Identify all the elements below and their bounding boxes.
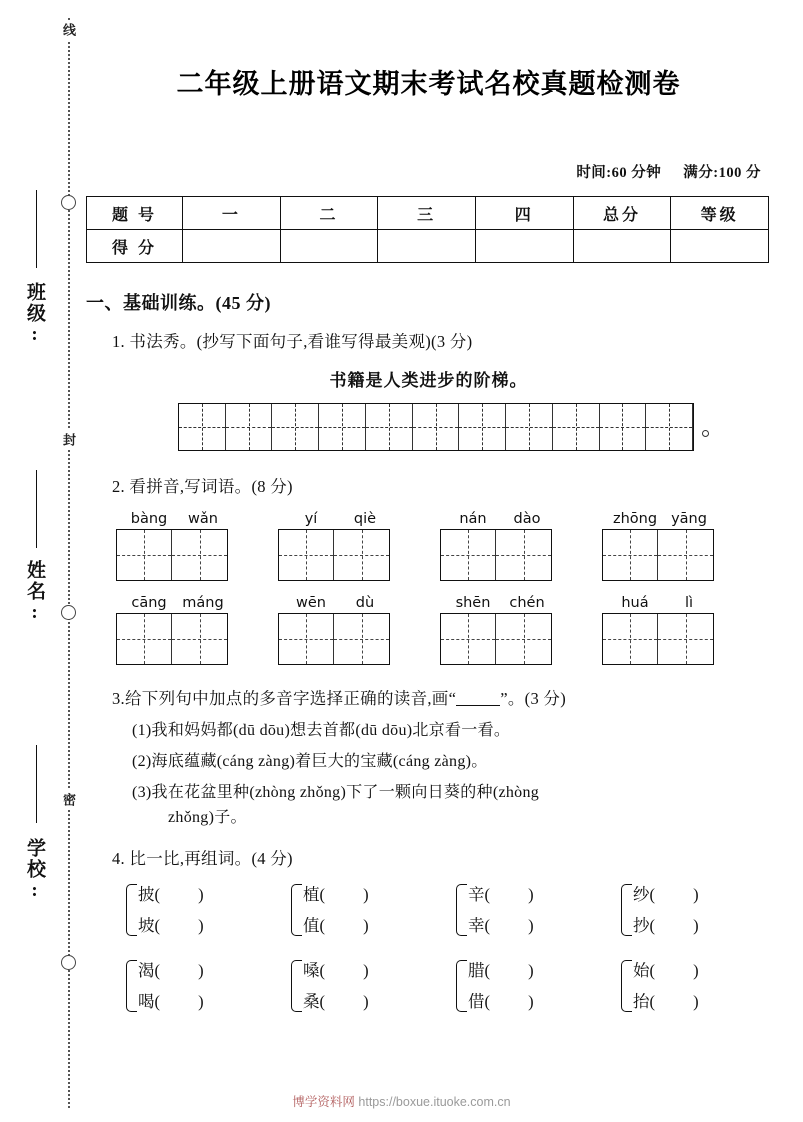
question-3-prompt <box>112 685 771 709</box>
pinyin-syllable: dù <box>355 595 375 611</box>
pinyin-syllable: máng <box>182 595 224 611</box>
question-3-item-2: (2)海底蕴藏(cáng zàng)着巨大的宝藏(cáng zàng)。 <box>132 753 488 770</box>
score-input-cell[interactable] <box>475 230 573 263</box>
score-input-cell[interactable] <box>280 230 378 263</box>
pinyin-syllable: wǎn <box>188 511 218 527</box>
compare-item-top[interactable] <box>633 955 699 986</box>
compare-item-bottom[interactable] <box>633 986 699 1017</box>
handwriting-cell[interactable] <box>506 404 553 450</box>
pinyin-cell[interactable] <box>658 530 713 580</box>
pinyin-answer-box[interactable] <box>278 529 390 581</box>
score-input-cell[interactable] <box>183 230 281 263</box>
pinyin-group <box>278 595 440 665</box>
score-header-cell: 四 <box>475 197 573 230</box>
compare-char: 植( <box>303 885 325 904</box>
question-4-number: 4. <box>112 849 125 868</box>
watermark-url: https://boxue.ituoke.com.cn <box>358 1095 511 1109</box>
pinyin-syllable: huá <box>621 595 649 611</box>
watermark-brand: 博学资料网 <box>292 1095 355 1109</box>
field-label-school: 学校: <box>24 838 45 903</box>
question-4-prompt <box>112 845 771 869</box>
brace-icon <box>291 960 302 1012</box>
compare-item-top[interactable] <box>633 879 699 910</box>
score-input-cell[interactable] <box>671 230 769 263</box>
compare-item-top[interactable] <box>468 879 534 910</box>
compare-paren: ) <box>198 885 204 904</box>
pinyin-cell[interactable] <box>658 614 713 664</box>
score-input-cell[interactable] <box>378 230 476 263</box>
compare-char: 嗓( <box>303 961 325 980</box>
compare-words-row <box>126 955 786 1017</box>
copy-sentence: 书籍是人类进步的阶梯。 <box>329 371 528 390</box>
seal-rule-3 <box>36 745 37 823</box>
pinyin-group <box>116 511 278 581</box>
pinyin-cell[interactable] <box>441 614 496 664</box>
score-table-header-row <box>87 197 769 230</box>
score-row-label: 得 分 <box>87 230 183 263</box>
compare-item-top[interactable] <box>303 879 369 910</box>
compare-words-row <box>126 879 786 941</box>
compare-pair <box>456 955 621 1017</box>
compare-item-top[interactable] <box>138 955 204 986</box>
compare-char: 坡( <box>138 916 160 935</box>
compare-pair <box>291 955 456 1017</box>
question-2-number: 2. <box>112 477 125 496</box>
exam-sheet <box>86 0 803 1122</box>
pinyin-syllable: yí <box>304 511 318 527</box>
section-heading-one: 一、基础训练。(45 分) <box>86 293 271 313</box>
compare-char: 渴( <box>138 961 160 980</box>
compare-item-bottom[interactable] <box>303 910 369 941</box>
pinyin-cell[interactable] <box>603 614 658 664</box>
compare-paren: ) <box>363 885 369 904</box>
compare-pair <box>456 879 621 941</box>
score-table-value-row <box>87 230 769 263</box>
question-1-text: 书法秀。(抄写下面句子,看谁写得最美观)(3 分) <box>129 332 473 351</box>
pinyin-label <box>440 511 602 527</box>
compare-paren: ) <box>363 961 369 980</box>
question-1-number: 1. <box>112 332 125 351</box>
compare-char: 纱( <box>633 885 655 904</box>
pinyin-syllable: zhōng <box>612 511 658 527</box>
field-label-name: 姓名: <box>24 560 45 625</box>
question-3-item-3: (3)我在花盆里种(zhòng zhǒng)下了一颗向日葵的种(zhòng <box>132 784 540 801</box>
compare-paren: ) <box>363 992 369 1011</box>
handwriting-cell[interactable] <box>179 404 226 450</box>
seal-circle-1 <box>61 195 76 210</box>
pinyin-answer-box[interactable] <box>278 613 390 665</box>
pinyin-row-2 <box>116 595 766 665</box>
score-input-cell[interactable] <box>573 230 671 263</box>
pinyin-label <box>278 595 440 611</box>
pinyin-answer-box[interactable] <box>440 529 552 581</box>
seal-dotted-line <box>68 18 70 1108</box>
brace-icon <box>126 884 137 936</box>
pinyin-answer-box[interactable] <box>116 613 228 665</box>
brace-icon <box>456 960 467 1012</box>
compare-item-top[interactable] <box>138 879 204 910</box>
score-table <box>86 196 769 263</box>
pinyin-cell[interactable] <box>117 530 172 580</box>
compare-item-bottom[interactable] <box>138 986 204 1017</box>
exam-full-score: 满分:100 分 <box>683 165 761 181</box>
brace-icon <box>126 960 137 1012</box>
pinyin-answer-box[interactable] <box>602 613 714 665</box>
compare-char: 辛( <box>468 885 490 904</box>
compare-char: 腊( <box>468 961 490 980</box>
score-header-cell: 三 <box>378 197 476 230</box>
pinyin-group <box>602 595 764 665</box>
score-header-cell: 二 <box>280 197 378 230</box>
question-2-text: 看拼音,写词语。(8 分) <box>129 477 293 496</box>
pinyin-syllable: qiè <box>353 511 377 527</box>
question-3-number: 3. <box>112 689 125 708</box>
pinyin-group <box>440 595 602 665</box>
pinyin-group <box>602 511 764 581</box>
compare-char: 抬( <box>633 992 655 1011</box>
compare-item-bottom[interactable] <box>303 986 369 1017</box>
compare-item-bottom[interactable] <box>468 986 534 1017</box>
compare-char: 喝( <box>138 992 160 1011</box>
compare-item-top[interactable] <box>468 955 534 986</box>
pinyin-answer-box[interactable] <box>602 529 714 581</box>
pinyin-label <box>602 595 764 611</box>
seal-rule-2 <box>36 470 37 548</box>
watermark <box>0 1092 803 1110</box>
seal-circle-3 <box>61 955 76 970</box>
seal-circle-2 <box>61 605 76 620</box>
compare-paren: ) <box>693 885 699 904</box>
pinyin-cell[interactable] <box>279 614 334 664</box>
seal-rule-1 <box>36 190 37 268</box>
compare-pair <box>291 879 456 941</box>
compare-pair <box>621 955 786 1017</box>
pinyin-cell[interactable] <box>279 530 334 580</box>
compare-char: 桑( <box>303 992 325 1011</box>
pinyin-label <box>116 595 278 611</box>
compare-paren: ) <box>528 992 534 1011</box>
pinyin-cell[interactable] <box>334 530 389 580</box>
compare-char: 披( <box>138 885 160 904</box>
compare-paren: ) <box>528 885 534 904</box>
pinyin-cell[interactable] <box>496 530 551 580</box>
pinyin-syllable: nán <box>459 511 487 527</box>
compare-pair <box>126 879 291 941</box>
pinyin-syllable: cāng <box>131 595 167 611</box>
pinyin-syllable: chén <box>509 595 545 611</box>
period-mark-icon <box>702 430 709 437</box>
question-3-item-3-cont: zhǒng)子。 <box>168 809 247 826</box>
compare-char: 值( <box>303 916 325 935</box>
seal-char-feng: 封 <box>60 430 78 450</box>
handwriting-cell[interactable] <box>553 404 600 450</box>
brace-icon <box>291 884 302 936</box>
pinyin-group <box>116 595 278 665</box>
compare-paren: ) <box>693 992 699 1011</box>
pinyin-answer-box[interactable] <box>116 529 228 581</box>
seal-char-mi: 密 <box>60 790 78 810</box>
pinyin-syllable: bàng <box>130 511 168 527</box>
compare-paren: ) <box>528 961 534 980</box>
pinyin-label <box>440 595 602 611</box>
compare-char: 抄( <box>633 916 655 935</box>
pinyin-answer-box[interactable] <box>440 613 552 665</box>
compare-words-block <box>126 879 786 1017</box>
compare-item-bottom[interactable] <box>633 910 699 941</box>
pinyin-syllable: lì <box>684 595 694 611</box>
pinyin-cell[interactable] <box>172 530 227 580</box>
score-header-cell: 题 号 <box>87 197 183 230</box>
pinyin-syllable: dào <box>513 511 541 527</box>
pinyin-row-1 <box>116 511 766 581</box>
pinyin-cell[interactable] <box>496 614 551 664</box>
compare-paren: ) <box>693 961 699 980</box>
pinyin-cell[interactable] <box>172 614 227 664</box>
compare-paren: ) <box>198 916 204 935</box>
brace-icon <box>621 960 632 1012</box>
answer-blank-icon <box>456 705 500 706</box>
question-1-prompt <box>112 328 771 352</box>
handwriting-cell[interactable] <box>366 404 413 450</box>
compare-char: 始( <box>633 961 655 980</box>
handwriting-cell[interactable] <box>319 404 366 450</box>
question-4-text: 比一比,再组词。(4 分) <box>129 849 293 868</box>
handwriting-cell[interactable] <box>226 404 273 450</box>
seal-char-line: 线 <box>60 20 78 40</box>
score-header-cell: 总分 <box>573 197 671 230</box>
pinyin-cell[interactable] <box>117 614 172 664</box>
pinyin-group <box>440 511 602 581</box>
compare-item-top[interactable] <box>303 955 369 986</box>
question-3-text-a: 给下列句中加点的多音字选择正确的读音,画“ <box>124 689 457 708</box>
pinyin-label <box>116 511 278 527</box>
compare-char: 借( <box>468 992 490 1011</box>
compare-paren: ) <box>363 916 369 935</box>
question-2-prompt <box>112 473 771 497</box>
field-label-class: 班级: <box>24 282 45 347</box>
question-3-text-b: ”。(3 分) <box>500 689 567 708</box>
pinyin-label <box>602 511 764 527</box>
compare-paren: ) <box>693 916 699 935</box>
compare-item-bottom[interactable] <box>138 910 204 941</box>
seal-sidebar <box>0 0 86 1122</box>
compare-item-bottom[interactable] <box>468 910 534 941</box>
handwriting-cell[interactable] <box>600 404 647 450</box>
handwriting-cell[interactable] <box>272 404 319 450</box>
compare-paren: ) <box>198 992 204 1011</box>
handwriting-grid[interactable] <box>178 403 694 451</box>
compare-char: 幸( <box>468 916 490 935</box>
handwriting-cell[interactable] <box>413 404 460 450</box>
compare-pair <box>621 879 786 941</box>
compare-pair <box>126 955 291 1017</box>
brace-icon <box>621 884 632 936</box>
pinyin-cell[interactable] <box>603 530 658 580</box>
pinyin-group <box>278 511 440 581</box>
pinyin-syllable: yāng <box>671 511 707 527</box>
exam-meta <box>86 161 771 182</box>
pinyin-cell[interactable] <box>441 530 496 580</box>
pinyin-syllable: shēn <box>455 595 491 611</box>
handwriting-cell[interactable] <box>646 404 693 450</box>
score-header-cell: 等级 <box>671 197 769 230</box>
score-header-cell: 一 <box>183 197 281 230</box>
question-3-item-1: (1)我和妈妈都(dū dōu)想去首都(dū dōu)北京看一看。 <box>132 722 511 739</box>
brace-icon <box>456 884 467 936</box>
pinyin-syllable: wēn <box>296 595 326 611</box>
pinyin-label <box>278 511 440 527</box>
handwriting-cell[interactable] <box>459 404 506 450</box>
compare-paren: ) <box>528 916 534 935</box>
pinyin-cell[interactable] <box>334 614 389 664</box>
page-title: 二年级上册语文期末考试名校真题检测卷 <box>176 69 681 99</box>
compare-paren: ) <box>198 961 204 980</box>
exam-time: 时间:60 分钟 <box>576 165 662 181</box>
